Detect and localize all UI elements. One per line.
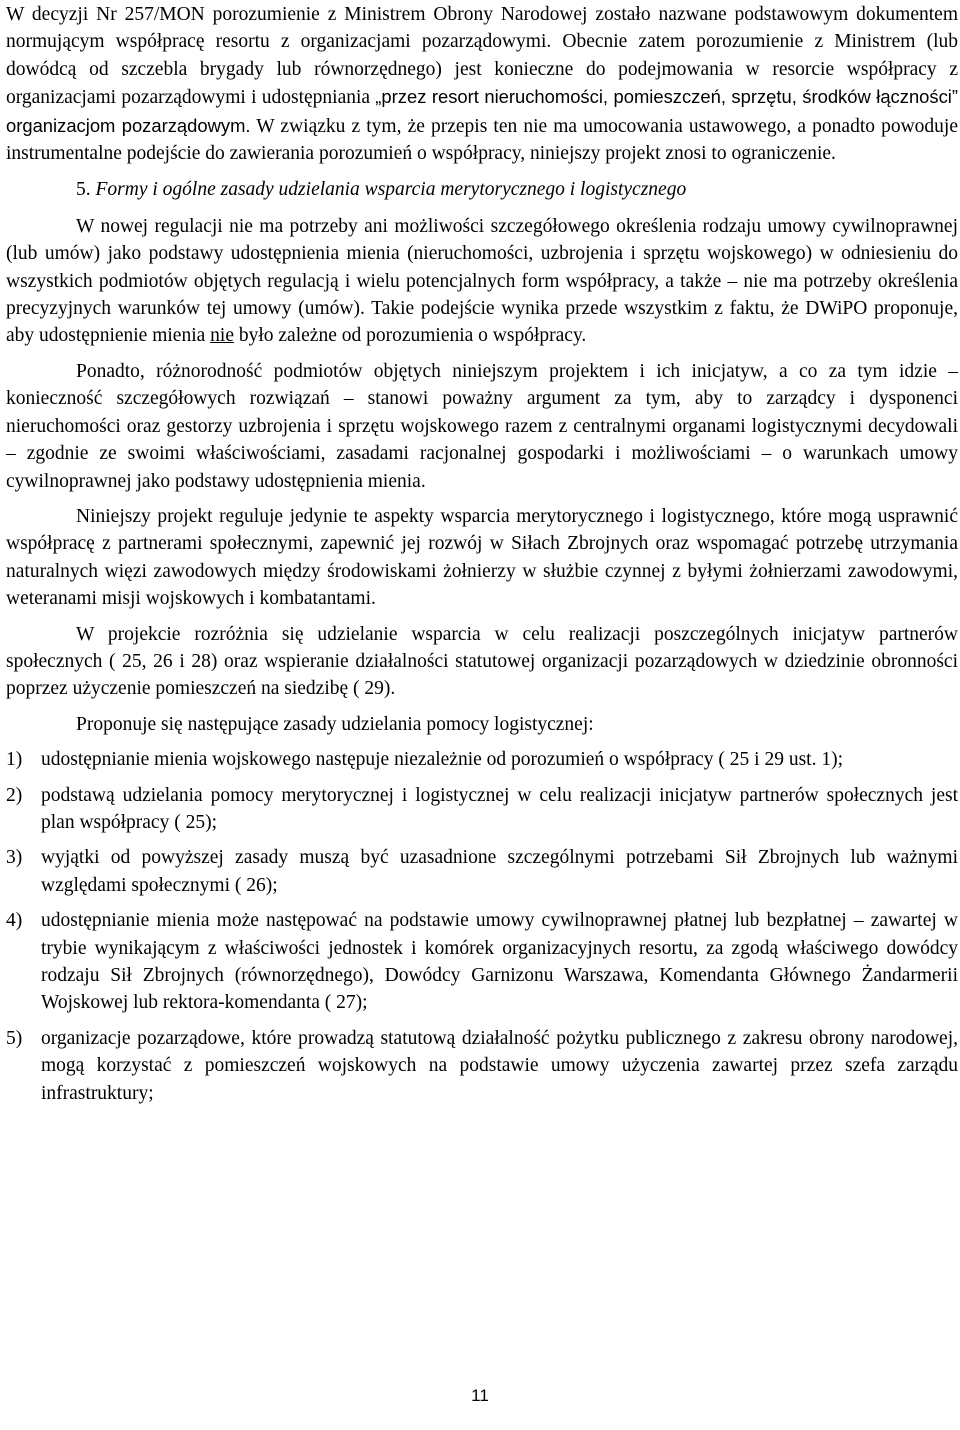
list-marker: 5)	[6, 1027, 23, 1049]
section-number: 5.	[76, 179, 91, 201]
intro-text-1: W decyzji Nr 257/MON porozumienie z Ministrem Obrony Narodowej zostało nazwane podstawowym dokumentem normującym współpracę resortu z organizacjami pozarządowymi. Obecnie zatem porozumienie z Ministrem (lub dowódcą od szczebla brygady lub równorzędnego) jest konieczne do podejmowania w resorcie współpracy z organizacjami pozarządowymi i udostępniania	[6, 4, 958, 109]
list-marker: 4)	[6, 910, 23, 932]
paragraph-distinction: W projekcie rozróżnia się udzielanie wsparcia w celu realizacji poszczególnych inicjatyw partnerów społecznych ( 25, 26 i 28) oraz wspieranie działalności statutowej organizacji pozarządowych w dziedzinie obronności poprzez użyczenie pomieszczeń na siedzibę ( 29).	[6, 623, 958, 700]
list-item-text: podstawą udzielania pomocy merytorycznej i logistycznej w celu realizacji inicjatyw partnerów społecznych jest plan współpracy ( 25);	[41, 784, 958, 833]
list-item-text: udostępnianie mienia wojskowego następuje niezależnie od porozumień o współpracy ( 25 i 29 ust. 1);	[41, 749, 844, 771]
list-item	[6, 844, 958, 899]
paragraph-rules-intro: Proponuje się następujące zasady udzielania pomocy logistycznej:	[76, 713, 594, 735]
list-item-text: wyjątki od powyższej zasady muszą być uzasadnione szczególnymi potrzebami Sił Zbrojnych lub ważnymi względami społecznymi ( 26);	[41, 847, 958, 896]
list-marker: 2)	[6, 784, 23, 806]
list-item-text: udostępnianie mienia może następować na podstawie umowy cywilnoprawnej płatnej lub bezpłatnej – zawartej w trybie wynikającym z właściwości jednostek i komórek organizacyjnych resortu, za zgodą właściwego dowódcy rodzaju Sił Zbrojnych (równorzędnego), Dowódcy Garnizonu Warszawa, Komendanta Głównego Żandarmerii Wojskowej lub rektora-komendanta ( 27);	[41, 910, 958, 1014]
intro-quote: „przez resort nieruchomości, pomieszczeń, sprzętu, środków łączności” organizacjom pozarządowym.	[6, 86, 958, 136]
list-item-text: organizacje pozarządowe, które prowadzą statutową działalność pożytku publicznego z zakresu obrony narodowej, mogą korzystać z pomieszczeń wojskowych na podstawie umowy użyczenia zawartej przez szefa zarządu infrastruktury;	[41, 1027, 958, 1104]
paragraph-scope: Niniejszy projekt reguluje jedynie te aspekty wsparcia merytorycznego i logistycznego, które mogą usprawnić współpracę z partnerami społecznymi, zapewnić jej rozwój w Siłach Zbrojnych oraz wspomagać potrzebę utrzymania naturalnych więzi zawodowych między środowiskami żołnierzy w służbie czynnej z byłymi żołnierzami zawodowymi, weteranami misji wojskowych i kombatantami.	[6, 505, 958, 610]
page-number: 11	[471, 1386, 489, 1405]
intro-text-2: W związku z tym, że przepis ten nie ma umocowania ustawowego, a ponadto powoduje instrumentalne podejście do zawierania porozumień o współpracy, niniejszy projekt znosi to ograniczenie.	[6, 115, 958, 165]
intro-paragraph	[6, 1, 958, 167]
paragraph-diversity: Ponadto, różnorodność podmiotów objętych niniejszym projektem i ich inicjatyw, a co za tym idzie – konieczność szczegółowych rozwiązań – stanowi poważny argument za tym, aby to zarządcy i dysponenci nieruchomości oraz gestorzy uzbrojenia i sprzętu wojskowego razem z centralnymi organami logistycznymi decydowali – zgodnie ze swoimi właściwościami, zasadami racjonalnej gospodarki i możliwościami – o warunkach umowy cywilnoprawnej jako podstawy udostępnienia mienia.	[6, 360, 958, 492]
list-marker: 1)	[6, 749, 23, 771]
section-title: Formy i ogólne zasady udzielania wsparcia merytorycznego i logistycznego	[95, 179, 687, 201]
paragraph-contract-form-text-a: W nowej regulacji nie ma potrzeby ani możliwości szczegółowego określenia rodzaju umowy cywilnoprawnej (lub umów) jako podstawy udostępnienia mienia (nieruchomości, uzbrojenia i sprzętu wojskowego) w odniesieniu do wszystkich podmiotów objętych regulacją i wielu potencjalnych form współpracy, a także – nie ma potrzeby określenia precyzyjnych warunków tej umowy (umów). Takie podejście wynika przede wszystkim z faktu, że DWiPO proponuje, aby udostępnienie mienia	[6, 215, 958, 347]
list-item	[6, 746, 958, 773]
list-marker: 3)	[6, 847, 23, 869]
paragraph-contract-form	[6, 213, 958, 350]
list-item	[6, 1025, 958, 1107]
paragraph-contract-form-text-b: było zależne od porozumienia o współpracy.	[233, 325, 587, 347]
document-page	[6, 1, 958, 1107]
section-heading	[6, 176, 958, 203]
list-item	[6, 907, 958, 1017]
list-item	[6, 782, 958, 837]
underlined-word: nie	[210, 325, 234, 347]
rules-list	[6, 746, 958, 1107]
